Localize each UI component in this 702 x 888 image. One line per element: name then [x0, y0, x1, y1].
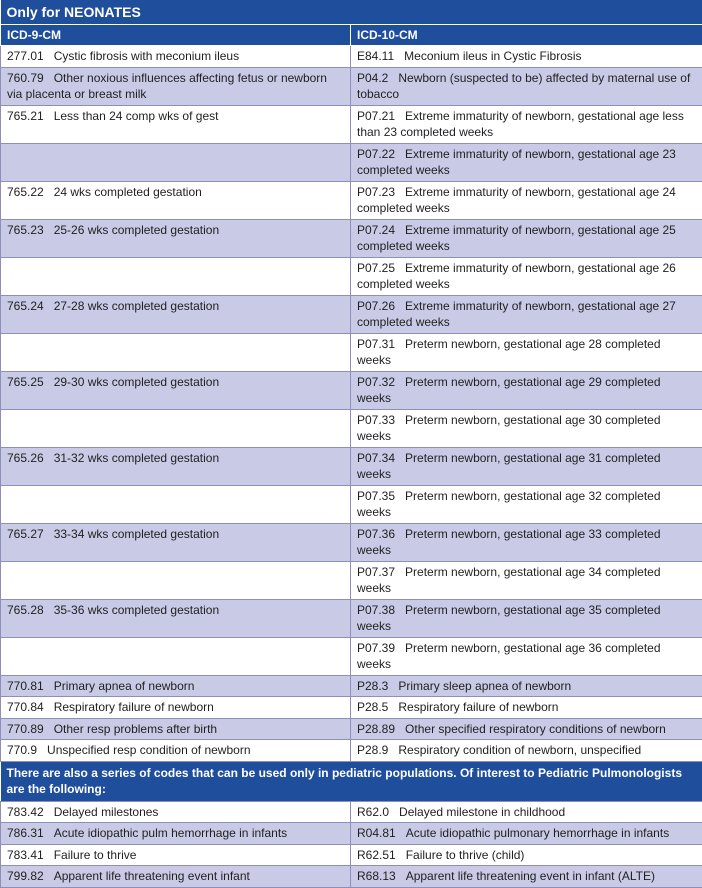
- icd10-description: Extreme immaturity of newborn, gestational age 25 completed weeks: [357, 223, 676, 254]
- icd10-code: R62.0: [357, 805, 389, 819]
- icd10-cell: [351, 637, 702, 675]
- icd9-description: 24 wks completed gestation: [54, 185, 202, 199]
- icd9-description: Respiratory failure of newborn: [54, 700, 214, 714]
- table-row: [1, 675, 702, 697]
- icd10-description: Extreme immaturity of newborn, gestational age 27 completed weeks: [357, 299, 676, 330]
- table-row: [1, 718, 702, 740]
- icd10-description: Delayed milestone in childhood: [399, 805, 565, 819]
- icd9-code: 799.82: [7, 869, 44, 883]
- table-row: [1, 740, 702, 762]
- icd9-code: 277.01: [7, 49, 44, 63]
- icd10-description: Preterm newborn, gestational age 30 completed weeks: [357, 413, 661, 444]
- table-row: [1, 219, 702, 257]
- icd9-description: 33-34 wks completed gestation: [54, 527, 219, 541]
- table-title: Only for NEONATES: [1, 0, 702, 25]
- icd9-description: Apparent life threatening event infant: [54, 869, 250, 883]
- icd10-cell: [351, 718, 702, 740]
- icd9-cell: [1, 485, 351, 523]
- icd10-description: Preterm newborn, gestational age 35 completed weeks: [357, 603, 661, 634]
- icd9-header: ICD-9-CM: [1, 25, 351, 46]
- icd9-cell: [1, 371, 351, 409]
- table-row: [1, 67, 702, 105]
- icd10-code: P28.89: [357, 722, 395, 736]
- icd10-code: P07.31: [357, 337, 395, 351]
- icd9-description: Primary apnea of newborn: [54, 679, 195, 693]
- icd9-description: 29-30 wks completed gestation: [54, 375, 219, 389]
- icd9-code: 770.81: [7, 679, 44, 693]
- icd9-code: 783.42: [7, 805, 44, 819]
- icd10-code: P07.34: [357, 451, 395, 465]
- icd9-description: Delayed milestones: [54, 805, 159, 819]
- icd9-description: 31-32 wks completed gestation: [54, 451, 219, 465]
- table-row: [1, 523, 702, 561]
- icd10-description: Preterm newborn, gestational age 31 completed weeks: [357, 451, 661, 482]
- table-row: [1, 143, 702, 181]
- pediatric-note: There are also a series of codes that can be used only in pediatric populations. Of interest to Pediatric Pulmonologists are the following:: [1, 761, 702, 801]
- icd10-description: Apparent life threatening event in infant (ALTE): [406, 869, 655, 883]
- icd10-description: Failure to thrive (child): [406, 848, 525, 862]
- icd9-cell: [1, 801, 351, 823]
- icd10-description: Preterm newborn, gestational age 34 completed weeks: [357, 565, 661, 596]
- icd9-cell: [1, 333, 351, 371]
- table-row: [1, 485, 702, 523]
- table-row: [1, 844, 702, 866]
- icd10-cell: [351, 143, 702, 181]
- icd10-description: Respiratory condition of newborn, unspecified: [398, 743, 641, 757]
- icd10-cell: [351, 105, 702, 143]
- column-header-row: [1, 25, 702, 46]
- icd10-code: P07.39: [357, 641, 395, 655]
- icd9-cell: [1, 105, 351, 143]
- icd10-code: P07.32: [357, 375, 395, 389]
- icd10-code: R62.51: [357, 848, 396, 862]
- icd9-description: 27-28 wks completed gestation: [54, 299, 219, 313]
- table-row: [1, 371, 702, 409]
- icd9-code: 770.9: [7, 743, 37, 757]
- table-row: [1, 823, 702, 845]
- icd9-description: Other noxious influences affecting fetus or newborn via placenta or breast milk: [7, 71, 327, 102]
- icd9-cell: [1, 561, 351, 599]
- icd9-cell: [1, 219, 351, 257]
- icd9-cell: [1, 740, 351, 762]
- icd9-description: Cystic fibrosis with meconium ileus: [54, 49, 239, 63]
- table-row: [1, 46, 702, 68]
- icd10-code: P07.26: [357, 299, 395, 313]
- icd10-description: Extreme immaturity of newborn, gestational age 26 completed weeks: [357, 261, 676, 292]
- icd10-cell: [351, 740, 702, 762]
- icd9-cell: [1, 718, 351, 740]
- icd10-cell: [351, 599, 702, 637]
- icd10-description: Preterm newborn, gestational age 32 completed weeks: [357, 489, 661, 520]
- table-row: [1, 637, 702, 675]
- icd9-cell: [1, 823, 351, 845]
- icd10-code: R04.81: [357, 826, 396, 840]
- icd9-description: 25-26 wks completed gestation: [54, 223, 219, 237]
- icd10-cell: [351, 823, 702, 845]
- icd10-code: P28.3: [357, 679, 388, 693]
- icd9-description: Unspecified resp condition of newborn: [47, 743, 250, 757]
- icd9-code: 770.84: [7, 700, 44, 714]
- icd9-cell: [1, 599, 351, 637]
- icd10-description: Preterm newborn, gestational age 36 completed weeks: [357, 641, 661, 672]
- icd9-code: 765.26: [7, 451, 44, 465]
- icd10-code: P07.36: [357, 527, 395, 541]
- icd9-cell: [1, 67, 351, 105]
- icd9-description: Failure to thrive: [54, 848, 137, 862]
- icd9-cell: [1, 257, 351, 295]
- icd9-cell: [1, 46, 351, 68]
- table-row: [1, 561, 702, 599]
- icd9-cell: [1, 637, 351, 675]
- icd10-code: R68.13: [357, 869, 396, 883]
- icd10-cell: [351, 295, 702, 333]
- table-row: [1, 801, 702, 823]
- table-row: [1, 447, 702, 485]
- icd10-description: Preterm newborn, gestational age 29 completed weeks: [357, 375, 661, 406]
- icd9-cell: [1, 181, 351, 219]
- icd9-cell: [1, 447, 351, 485]
- icd10-cell: [351, 523, 702, 561]
- icd10-description: Respiratory failure of newborn: [398, 700, 558, 714]
- icd10-description: Extreme immaturity of newborn, gestational age 23 completed weeks: [357, 147, 676, 178]
- icd10-description: Newborn (suspected to be) affected by maternal use of tobacco: [357, 71, 690, 102]
- pediatric-note-row: [1, 761, 702, 801]
- icd9-cell: [1, 697, 351, 719]
- icd9-code: 770.89: [7, 722, 44, 736]
- table-row: [1, 105, 702, 143]
- icd10-code: P07.38: [357, 603, 395, 617]
- icd9-code: 765.28: [7, 603, 44, 617]
- icd10-cell: [351, 409, 702, 447]
- icd10-cell: [351, 371, 702, 409]
- table-row: [1, 295, 702, 333]
- icd9-code: 760.79: [7, 71, 44, 85]
- icd10-description: Primary sleep apnea of newborn: [398, 679, 571, 693]
- table-row: [1, 181, 702, 219]
- table-row: [1, 599, 702, 637]
- icd9-code: 765.27: [7, 527, 44, 541]
- icd9-cell: [1, 675, 351, 697]
- icd10-description: Extreme immaturity of newborn, gestational age less than 23 completed weeks: [357, 109, 684, 140]
- icd9-code: 783.41: [7, 848, 44, 862]
- icd10-header: ICD-10-CM: [351, 25, 702, 46]
- icd9-code: 786.31: [7, 826, 44, 840]
- icd10-description: Acute idiopathic pulmonary hemorrhage in infants: [406, 826, 669, 840]
- icd10-cell: [351, 866, 702, 888]
- icd9-cell: [1, 295, 351, 333]
- icd10-description: Preterm newborn, gestational age 33 completed weeks: [357, 527, 661, 558]
- icd10-code: P07.22: [357, 147, 395, 161]
- icd10-code: P07.21: [357, 109, 395, 123]
- icd10-code: P04.2: [357, 71, 388, 85]
- table-row: [1, 333, 702, 371]
- icd9-cell: [1, 143, 351, 181]
- icd10-cell: [351, 801, 702, 823]
- icd10-cell: [351, 257, 702, 295]
- icd10-cell: [351, 219, 702, 257]
- table-row: [1, 866, 702, 888]
- icd10-cell: [351, 333, 702, 371]
- icd9-cell: [1, 866, 351, 888]
- icd10-code: P07.24: [357, 223, 395, 237]
- icd10-cell: [351, 485, 702, 523]
- icd10-description: Preterm newborn, gestational age 28 completed weeks: [357, 337, 661, 368]
- icd10-code: P28.5: [357, 700, 388, 714]
- icd10-cell: [351, 675, 702, 697]
- icd9-code: 765.21: [7, 109, 44, 123]
- icd9-code: 765.23: [7, 223, 44, 237]
- icd9-cell: [1, 844, 351, 866]
- icd9-code: 765.22: [7, 185, 44, 199]
- icd10-cell: [351, 561, 702, 599]
- icd10-cell: [351, 697, 702, 719]
- icd9-cell: [1, 409, 351, 447]
- icd9-cell: [1, 523, 351, 561]
- icd9-description: Less than 24 comp wks of gest: [54, 109, 219, 123]
- icd10-cell: [351, 844, 702, 866]
- icd10-code: P07.33: [357, 413, 395, 427]
- icd10-description: Meconium ileus in Cystic Fibrosis: [404, 49, 581, 63]
- table-row: [1, 697, 702, 719]
- icd9-description: 35-36 wks completed gestation: [54, 603, 219, 617]
- icd10-code: P07.23: [357, 185, 395, 199]
- icd10-cell: [351, 447, 702, 485]
- icd10-cell: [351, 67, 702, 105]
- table-row: [1, 409, 702, 447]
- icd10-code: P07.25: [357, 261, 395, 275]
- icd9-description: Other resp problems after birth: [54, 722, 217, 736]
- icd10-code: P28.9: [357, 743, 388, 757]
- icd10-code: P07.37: [357, 565, 395, 579]
- icd10-cell: [351, 46, 702, 68]
- icd10-description: Extreme immaturity of newborn, gestational age 24 completed weeks: [357, 185, 676, 216]
- table-title-row: [1, 0, 702, 25]
- icd10-description: Other specified respiratory conditions of newborn: [405, 722, 666, 736]
- icd9-description: Acute idiopathic pulm hemorrhage in infants: [54, 826, 287, 840]
- icd9-code: 765.24: [7, 299, 44, 313]
- icd10-code: P07.35: [357, 489, 395, 503]
- icd10-code: E84.11: [357, 49, 394, 63]
- table-row: [1, 257, 702, 295]
- icd10-cell: [351, 181, 702, 219]
- icd9-code: 765.25: [7, 375, 44, 389]
